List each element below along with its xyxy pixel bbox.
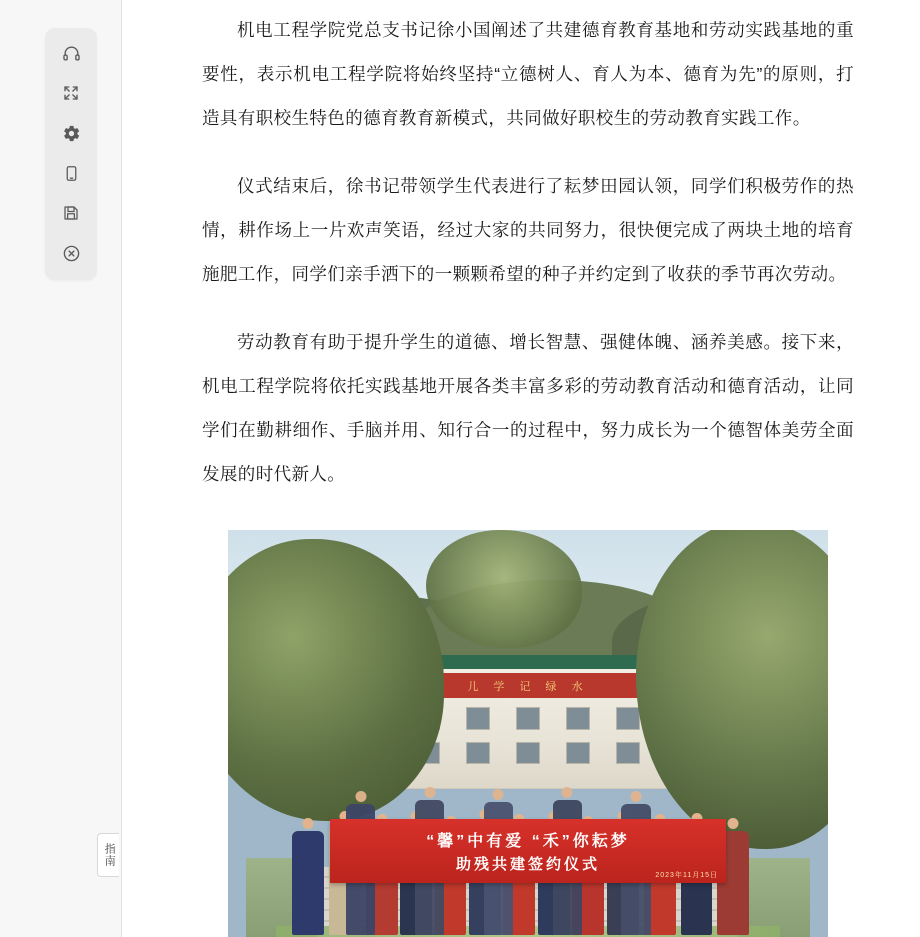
banner-line-1: “馨”中有爱 “禾”你耘梦	[426, 832, 630, 850]
left-rail	[0, 0, 122, 937]
guide-tab-label: 指南	[103, 843, 116, 867]
paragraph-1: 机电工程学院党总支书记徐小国阐述了共建德育教育基地和劳动实践基地的重要性，表示机电工程学院将始终坚持“立德树人、育人为本、德育为先”的原则，打造具有职校生特色的德育教育新模式，共同做好职校生的劳动教育实践工作。	[202, 20, 854, 128]
ceremony-banner	[330, 819, 726, 883]
guide-tab[interactable]	[97, 833, 119, 877]
window	[516, 742, 540, 765]
mobile-icon[interactable]	[54, 156, 88, 190]
paragraph-2: 仪式结束后，徐书记带领学生代表进行了耘梦田园认领，同学们积极劳作的热情，耕作场上一片欢声笑语，经过大家的共同努力，很快便完成了两块土地的培育施肥工作，同学们亲手洒下的一颗颗希望的种子并约定到了收获的季节再次劳动。	[202, 176, 854, 284]
banner-line-2: 助残共建签约仪式	[455, 855, 600, 873]
window	[566, 707, 590, 730]
window	[616, 707, 640, 730]
save-icon[interactable]	[54, 196, 88, 230]
gear-icon[interactable]	[54, 116, 88, 150]
window	[516, 707, 540, 730]
document-content	[122, 0, 920, 937]
close-icon[interactable]	[54, 236, 88, 270]
figure	[202, 530, 854, 937]
window	[466, 707, 490, 730]
fullscreen-icon[interactable]	[54, 76, 88, 110]
building-banner: 儿 学 记 绿 水	[366, 673, 690, 698]
group-photo	[228, 530, 828, 937]
window	[616, 742, 640, 765]
window	[466, 742, 490, 765]
paragraph-3: 劳动教育有助于提升学生的道德、增长智慧、强健体魄、涵养美感。接下来，机电工程学院将依托实践基地开展各类丰富多彩的劳动教育活动和德育活动，让同学们在勤耕细作、手脑并用、知行合一的过程中，努力成长为一个德智体美劳全面发展的时代新人。	[202, 332, 854, 484]
floating-toolbar	[45, 28, 97, 280]
banner-date: 2023年11月15日	[655, 871, 718, 879]
headphones-icon[interactable]	[54, 36, 88, 70]
window	[566, 742, 590, 765]
